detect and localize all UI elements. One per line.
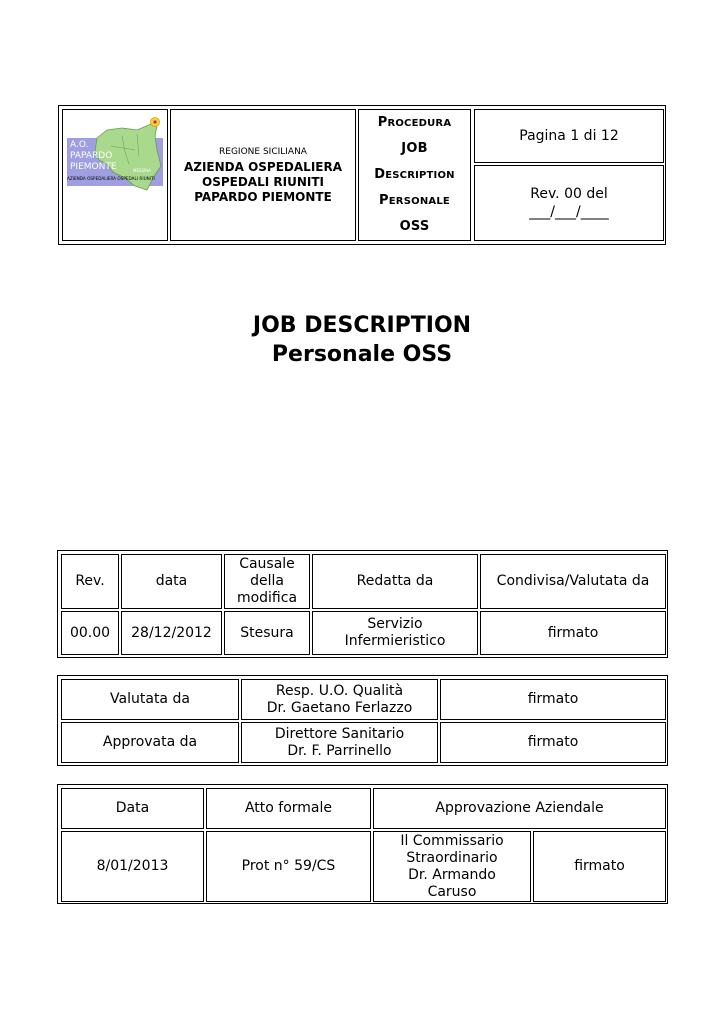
col-header-rev: Rev. [61,554,119,609]
procedure-job: JOB [401,141,428,156]
value-valutata-signature: firmato [440,679,666,720]
page-number: Pagina 1 di 12 [519,128,619,144]
cell-redatta-value: Servizio Infermieristico [312,611,478,655]
cell-approver-signature: firmato [533,831,666,902]
organization-cell [170,109,356,241]
cell-approver: Il Commissario Straordinario Dr. Armando Caruso [373,831,531,902]
procedure-cell [358,109,471,241]
value-approvata-person: Direttore Sanitario Dr. F. Parrinello [241,722,438,763]
cell-act-date: 8/01/2013 [61,831,204,902]
procedure-personale: PERSONALE [379,193,450,208]
logo-caption: AZIENDA OSPEDALIERA OSPEDALI RIUNITI [67,176,155,181]
document-title: JOB DESCRIPTION [252,313,472,338]
formal-act-table [57,784,668,904]
logo-text-papardo: PAPARDO [70,151,113,161]
col-header-redatta: Redatta da [312,554,478,609]
cell-causale-value: Stesura [224,611,310,655]
value-valutata-person: Resp. U.O. Qualità Dr. Gaetano Ferlazzo [241,679,438,720]
cell-rev-value: 00.00 [61,611,119,655]
document-subtitle: Personale OSS [271,342,453,367]
col-header-data: data [121,554,222,609]
col-header-atto-formale: Atto formale [206,788,371,829]
logo-text-city: MESSINA [133,168,151,173]
org-name-line3: PAPARDO PIEMONTE [194,189,332,204]
hospital-logo [67,116,163,196]
col-header-causale: Causale della modifica [224,554,310,609]
label-valutata: Valutata da [61,679,239,720]
col-header-approvazione: Approvazione Aziendale [373,788,666,829]
col-header-condivisa: Condivisa/Valutata da [480,554,666,609]
procedure-oss: OSS [399,219,430,234]
cell-act-protocol: Prot n° 59/CS [206,831,371,902]
procedure-label: PROCEDURA [377,115,452,130]
revision-cell [474,165,664,241]
revision-table [57,550,668,658]
logo-cell [62,109,168,241]
logo-text-piemonte: PIEMONTE [70,162,117,172]
revision-date-blank: ___/___/____ [529,204,609,220]
document-header [58,105,666,245]
value-approvata-signature: firmato [440,722,666,763]
page-number-cell [474,109,664,163]
approval-table [57,675,668,766]
revision-label: Rev. 00 del [530,186,608,202]
org-name-line1: AZIENDA OSPEDALIERA [183,159,343,174]
org-name-line2: OSPEDALI RIUNITI [202,174,324,189]
label-approvata: Approvata da [61,722,239,763]
col-header-data-act: Data [61,788,204,829]
cell-condivisa-value: firmato [480,611,666,655]
procedure-description: DESCRIPTION [374,167,455,182]
region-label: REGIONE SICILIANA [219,146,307,157]
logo-text-ao: A.O. [70,140,89,150]
cell-date-value: 28/12/2012 [121,611,222,655]
